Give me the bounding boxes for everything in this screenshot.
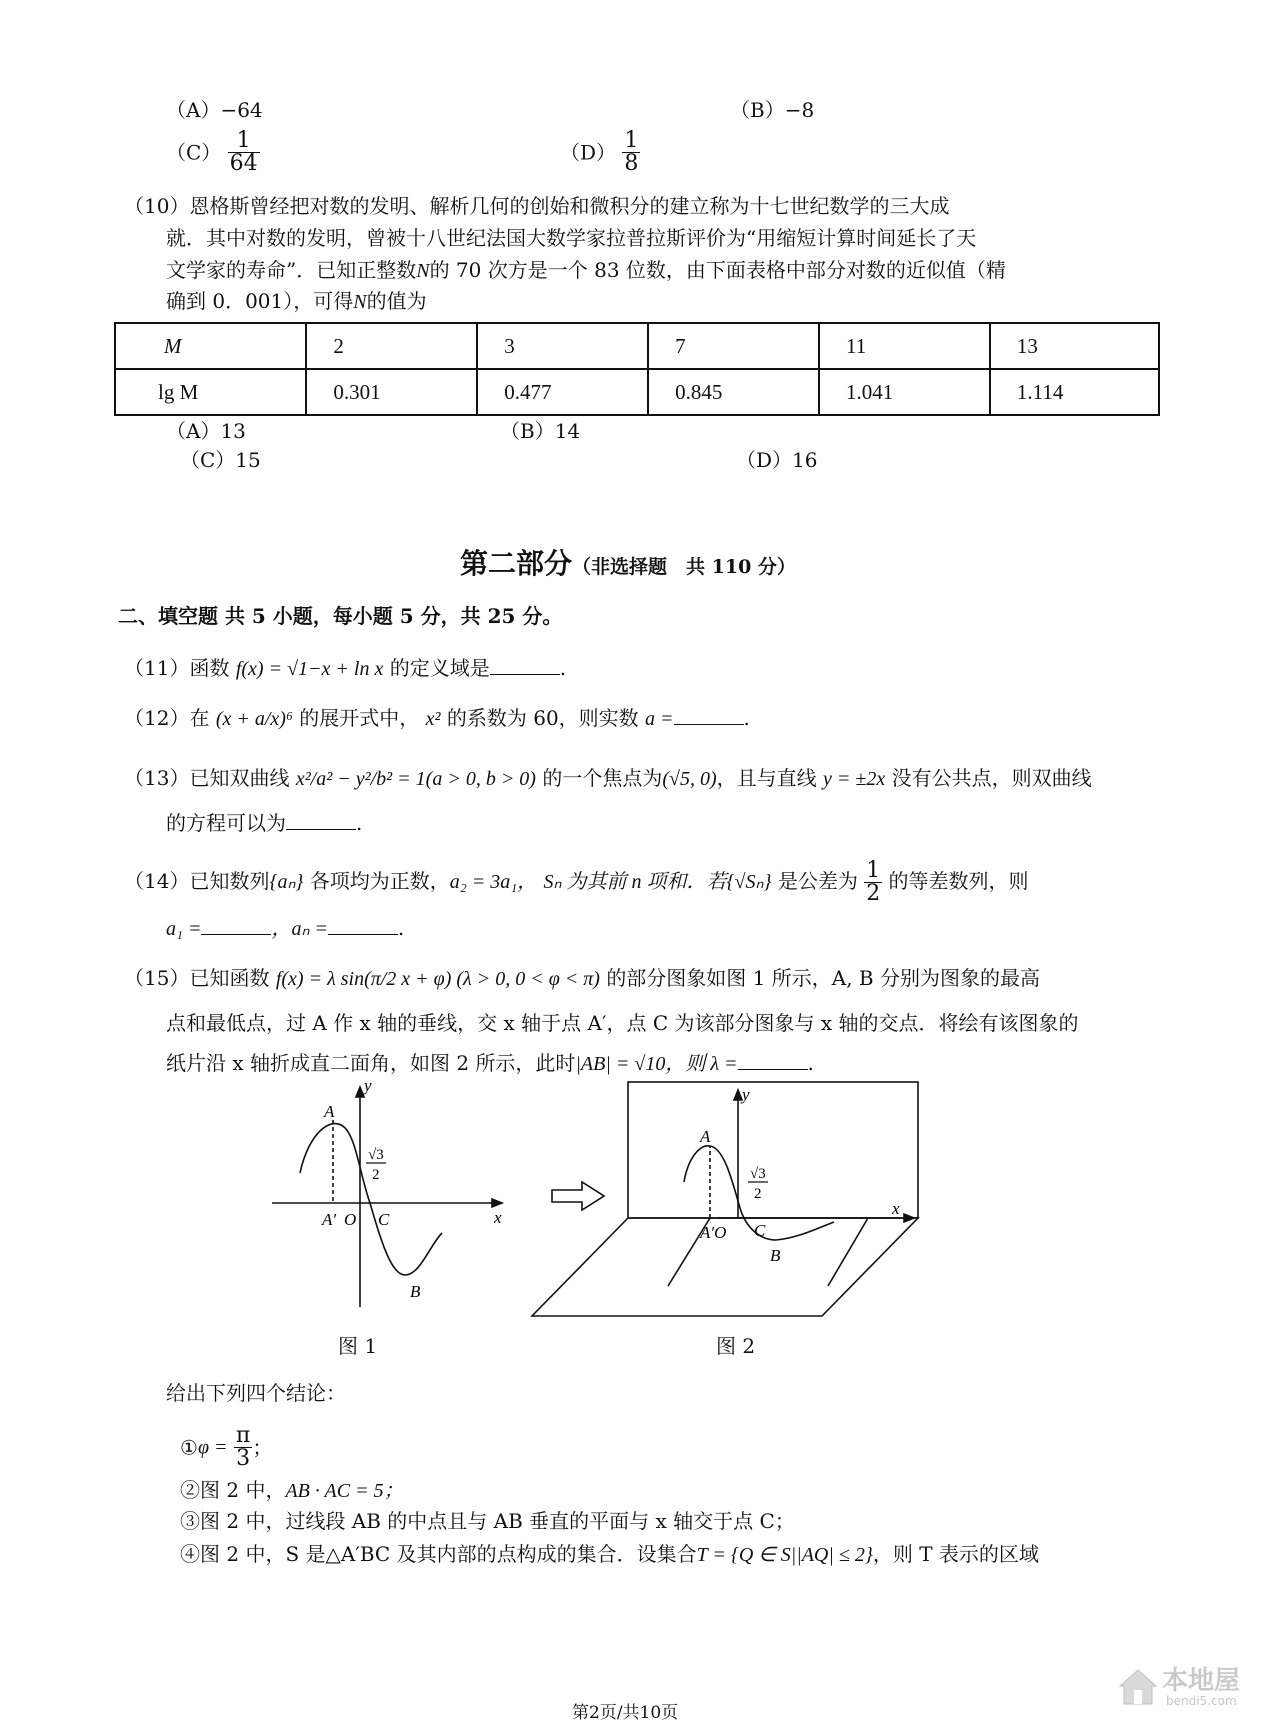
q9-option-c: （C） $\frac{1}{64}$ [166, 128, 258, 176]
q9-option-d: （D） $\frac{1}{8}$ [560, 128, 639, 176]
q10-option-c: （C）15 [180, 448, 261, 472]
page-number: 第2页/共10页 [572, 1703, 679, 1723]
table-cell: 0.301 [306, 369, 477, 415]
fig1-label-a-prime: A′ [322, 1210, 337, 1229]
fig1-label-y: y [364, 1076, 372, 1095]
fig2-label-y: y [742, 1085, 750, 1104]
q12: （12）在 (x + a/x)⁶ 的展开式中， x² 的系数为 60，则实数 a = . [124, 706, 750, 730]
table-cell: 7 [648, 323, 819, 369]
house-icon [1116, 1664, 1160, 1708]
section2-heading: 二、填空题 共 5 小题，每小题 5 分，共 25 分。 [118, 604, 563, 628]
fig2-label-c: C [754, 1221, 766, 1240]
table-cell: 13 [990, 323, 1159, 369]
q13-line2: 的方程可以为 . [166, 811, 363, 835]
table-cell: 1.114 [990, 369, 1159, 415]
conclusion-4: ④图 2 中，S 是△A′BC 及其内部的点构成的集合．设集合T = {Q ∈ S||AQ| ≤ 2}，则 T 表示的区域 [180, 1542, 1039, 1566]
fig1-label-sqrt3: √3 [368, 1147, 384, 1163]
fig2-label-a-prime-o: A′O [700, 1223, 727, 1242]
table-cell: 3 [477, 323, 648, 369]
figure-2-caption: 图 2 [716, 1334, 756, 1358]
fig2-label-x: x [892, 1199, 900, 1218]
fig1-label-two: 2 [372, 1167, 380, 1183]
figure-2 [528, 1080, 928, 1318]
q15-line1: （15）已知函数 f(x) = λ sin(π/2 x + φ) (λ > 0, 0 < φ < π) 的部分图象如图 1 所示，A, B 分别为图象的最高 [124, 966, 1040, 990]
q11: （11）函数 f(x) = √1−x + ln x 的定义域是 . [124, 656, 567, 680]
conclusion-3: ③图 2 中，过线段 AB 的中点且与 AB 垂直的平面与 x 轴交于点 C； [180, 1509, 795, 1533]
watermark-url: bendi5.com [1166, 1694, 1237, 1708]
q9-option-b: （B）−8 [730, 98, 815, 122]
fig1-label-b: B [410, 1282, 421, 1301]
conclusion-1: ①φ = $\frac{\pi}{3}$ ； [180, 1423, 273, 1471]
q15-line2: 点和最低点，过 A 作 x 轴的垂线，交 x 轴于点 A′，点 C 为该部分图象与 x 轴的交点．将绘有该图象的 [166, 1011, 1079, 1035]
table-cell: 2 [306, 323, 477, 369]
figure-1 [260, 1075, 510, 1325]
q10-line3: 文学家的寿命”．已知正整数N的 70 次方是一个 83 位数，由下面表格中部分对数的近似值（精 [166, 258, 1006, 282]
fig2-label-b: B [770, 1246, 781, 1265]
conclusions-intro: 给出下列四个结论： [166, 1381, 346, 1405]
fig2-label-two: 2 [754, 1186, 762, 1202]
watermark-logo [1116, 1658, 1262, 1720]
table-cell: 11 [819, 323, 990, 369]
q10-option-d: （D）16 [736, 448, 818, 472]
q10-option-a: （A）13 [166, 419, 246, 443]
fig2-label-a: A [700, 1127, 711, 1146]
table-row [115, 369, 1159, 415]
table-cell: 0.845 [648, 369, 819, 415]
table-row [115, 323, 1159, 369]
table-cell: lg M [115, 369, 306, 415]
part2-title: 第二部分（非选择题 共 110 分） [460, 547, 796, 580]
q10-line2: 就．其中对数的发明，曾被十八世纪法国大数学家拉普拉斯评价为“用缩短计算时间延长了天 [166, 226, 977, 250]
fig1-label-a: A [324, 1102, 335, 1121]
q14-line1: （14）已知数列{aₙ} 各项均为正数，a₂ = 3a₁， Sₙ 为其前 n 项和．若{√Sₙ} 是公差为 $\frac{1}{2}$ 的等差数列，则 [124, 858, 1029, 906]
fig1-label-o: O [344, 1210, 357, 1229]
conclusion-2: ②图 2 中，AB · AC = 5； [180, 1478, 404, 1502]
q15-line3: 纸片沿 x 轴折成直二面角，如图 2 所示，此时|AB| = √10，则 λ = . [166, 1051, 814, 1075]
table-cell: 1.041 [819, 369, 990, 415]
table-cell: M [115, 323, 306, 369]
q13-line1: （13）已知双曲线 x²/a² − y²/b² = 1(a > 0, b > 0) 的一个焦点为(√5, 0)，且与直线 y = ±2x 没有公共点，则双曲线 [124, 766, 1092, 790]
fig2-label-sqrt3: √3 [750, 1166, 766, 1182]
figure-1-caption: 图 1 [338, 1334, 378, 1358]
log-table [114, 322, 1160, 416]
q10-line4: 确到 0．001），可得N的值为 [166, 289, 427, 313]
fig1-label-c: C [378, 1210, 390, 1229]
fig1-label-x: x [494, 1208, 502, 1227]
q10-option-b: （B）14 [500, 419, 581, 443]
table-cell: 0.477 [477, 369, 648, 415]
q14-line2: a₁ = ，aₙ = . [166, 916, 405, 940]
q9-option-a: （A）−64 [166, 98, 263, 122]
watermark-text: 本地屋 [1162, 1666, 1241, 1696]
q10-line1: （10）恩格斯曾经把对数的发明、解析几何的创始和微积分的建立称为十七世纪数学的三大成 [124, 194, 950, 218]
